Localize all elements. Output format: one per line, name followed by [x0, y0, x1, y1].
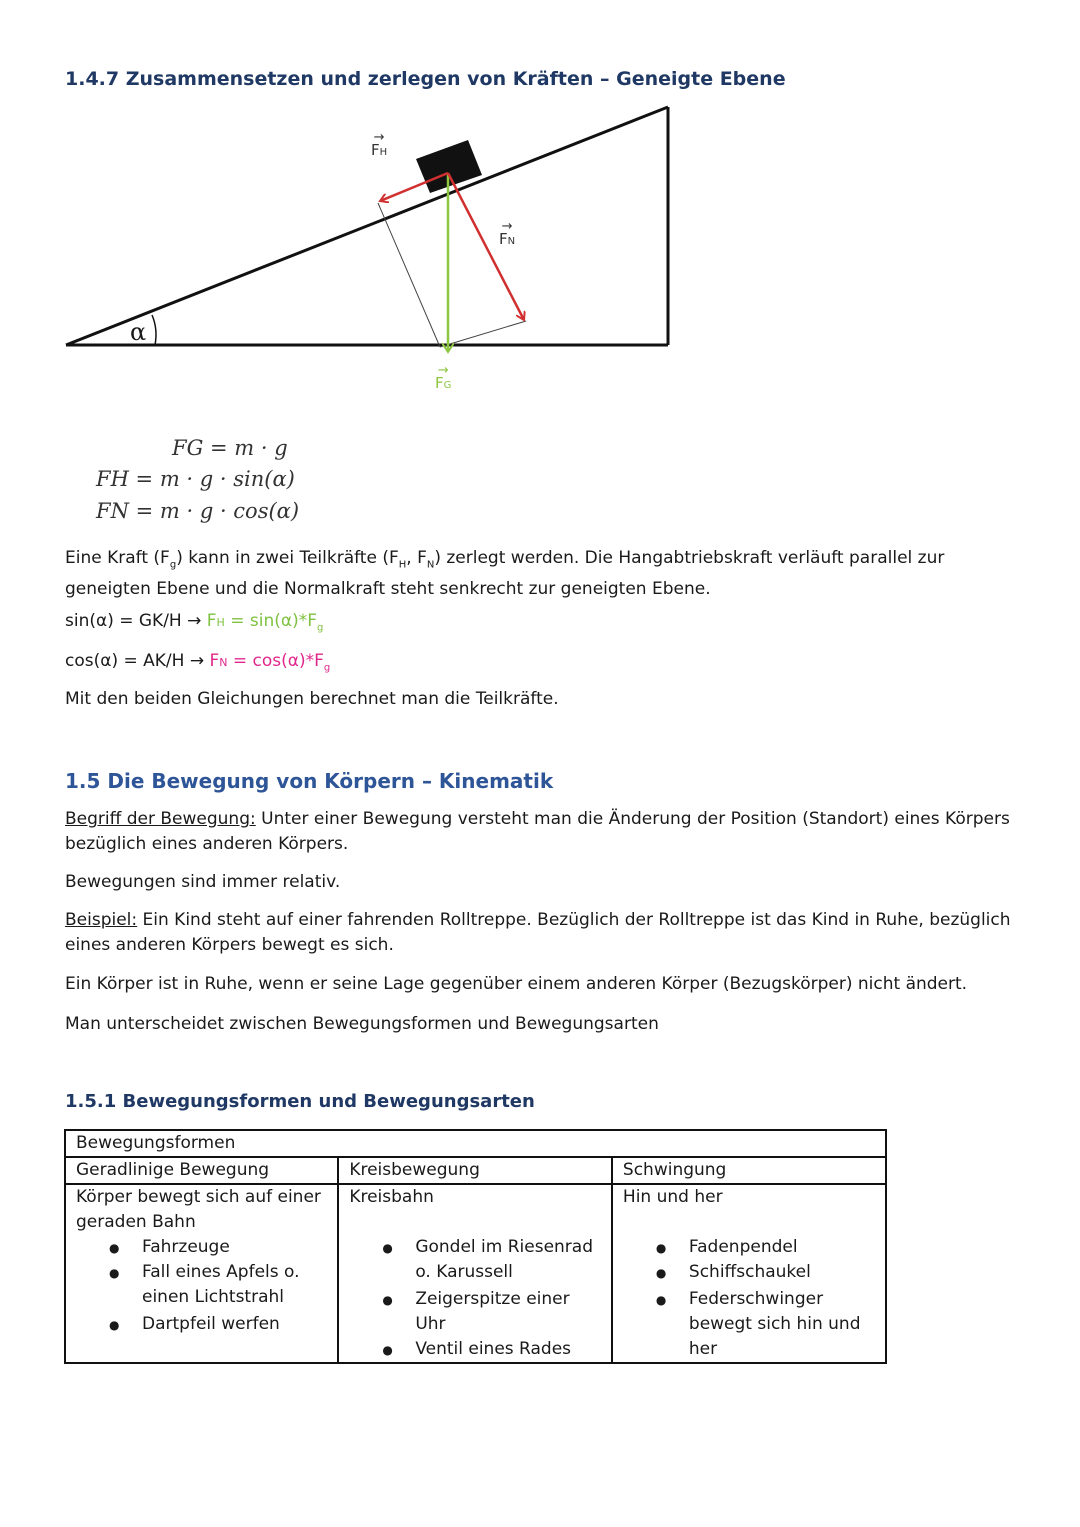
- decomposition-paragraph: Eine Kraft $(F_g)$ kann in zwei Teilkräfte ($F_H$, $F_N$) zerlegt werden. Die Hangabtriebskraft verläuft parallel zur geneigten Ebene und die Normalkraft steht senkrecht zur geneigten Ebene.: [65, 548, 945, 600]
- list-item: ● Federschwinger bewegt sich hin und her: [689, 1287, 875, 1362]
- definition-paragraph: Begriff der Bewegung: Unter einer Bewegung versteht man die Änderung der Position (Standort) eines Körpers bezüglich eines anderen Körpers.: [65, 809, 1010, 854]
- column-desc: Kreisbahn: [349, 1187, 434, 1207]
- inclined-plane-diagram: [0, 95, 700, 405]
- list-item: ● Fadenpendel: [689, 1235, 875, 1260]
- motion-forms-table: [64, 1129, 887, 1364]
- column-desc: Körper bewegt sich auf einer geraden Bahn: [76, 1187, 321, 1232]
- list-item: ● Dartpfeil werfen: [142, 1312, 327, 1337]
- column-name-oscillation: Schwingung: [612, 1157, 886, 1184]
- angle-alpha-label: α: [130, 318, 147, 346]
- formula-fg: FG = m · g: [172, 436, 288, 460]
- fn-result: FN = $\cos(\alpha)*F_g$: [209, 651, 331, 674]
- sin-equation: sin(α) = GK/H → FH = $\sin(\alpha)*F_g$: [65, 611, 324, 634]
- formula-fn: FN = m · g · cos(α): [96, 499, 300, 523]
- column-name-circular: Kreisbewegung: [338, 1157, 612, 1184]
- rest-sentence: Ein Körper ist in Ruhe, wenn er seine Lage gegenüber einem anderen Körper (Bezugskörper) nicht ändert.: [65, 974, 968, 994]
- column-body-oscillation: [612, 1184, 886, 1363]
- closing-sentence: Mit den beiden Gleichungen berechnet man die Teilkräfte.: [65, 689, 559, 709]
- table-header-cell: Bewegungsformen: [65, 1130, 886, 1157]
- example-paragraph: Beispiel: Ein Kind steht auf einer fahrenden Rolltreppe. Bezüglich der Rolltreppe ist das Kind in Ruhe, bezüglich eines anderen Körpers bewegt es sich.: [65, 910, 1011, 955]
- column-desc: Hin und her: [622, 1187, 723, 1207]
- inclined-plane-triangle: [66, 107, 668, 345]
- section-title-1-5: 1.5 Die Bewegung von Körpern – Kinematik: [65, 769, 554, 793]
- list-item: ● Fahrzeuge: [142, 1235, 327, 1260]
- list-item: ● Schiffschaukel: [689, 1260, 875, 1285]
- column-name-linear: Geradlinige Bewegung: [65, 1157, 338, 1184]
- section-title-1-5-1: 1.5.1 Bewegungsformen und Bewegungsarten: [65, 1091, 535, 1112]
- list-item: ● Ventil eines Rades: [415, 1337, 601, 1362]
- angle-arc: [152, 315, 156, 345]
- cos-equation: cos(α) = AK/H → FN = $\cos(\alpha)*F_g$: [65, 651, 331, 674]
- relative-sentence: Bewegungen sind immer relativ.: [65, 872, 341, 892]
- force-fh-label: → FH: [371, 130, 388, 159]
- fh-result: FH = $\sin(\alpha)*F_g$: [206, 611, 324, 634]
- section-title-1-4-7: 1.4.7 Zusammensetzen und zerlegen von Kräften – Geneigte Ebene: [65, 68, 786, 90]
- list-item: ● Fall eines Apfels o. einen Lichtstrahl: [142, 1260, 327, 1310]
- distinguish-sentence: Man unterscheidet zwischen Bewegungsformen und Bewegungsarten: [65, 1014, 659, 1034]
- column-body-circular: [338, 1184, 612, 1363]
- force-fn-label: → FN: [499, 219, 516, 248]
- column-body-linear: [65, 1184, 338, 1363]
- force-fg-label: → FG: [435, 363, 452, 392]
- list-item: ● Zeigerspitze einer Uhr: [415, 1287, 601, 1337]
- list-item: ● Gondel im Riesenrad o. Karussell: [415, 1235, 601, 1285]
- formula-fh: FH = m · g · sin(α): [96, 467, 295, 491]
